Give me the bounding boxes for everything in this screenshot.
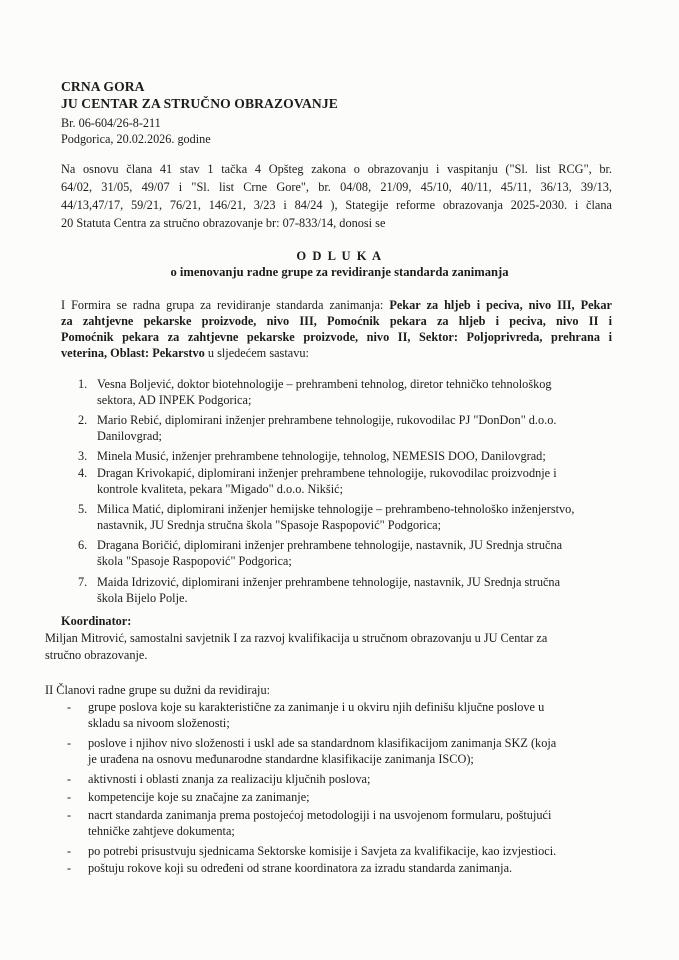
duty-line: tehničke zahtjeve dokumenta; xyxy=(88,824,235,838)
preamble-line: Na osnovu člana 41 stav 1 tačka 4 Opšteg zakona o obrazovanju i vaspitanju ("Sl. list RCG", br. xyxy=(61,162,612,176)
duty-line: aktivnosti i oblasti znanja za realizaciju ključnih poslova; xyxy=(88,772,371,786)
coordinator-line: stručno obrazovanje. xyxy=(45,648,148,662)
member-line: kontrole kvaliteta, pekara "Migado" d.o.o. Nikšić; xyxy=(97,482,344,496)
list-number: 5. xyxy=(78,502,88,516)
duty-line: poslove i njihov nivo složenosti i uskl ade sa standardnom klasifikacijom zanimanja SKZ (koja xyxy=(88,736,557,750)
bullet-mark: - xyxy=(67,736,72,750)
list-number: 4. xyxy=(78,466,88,480)
list-number: 2. xyxy=(78,413,88,427)
bullet-mark: - xyxy=(67,790,72,804)
member-line: škola Bijelo Polje. xyxy=(97,591,188,605)
preamble-line: 44/13,47/17, 59/21, 76/21, 146/21, 3/23 i 84/24 ), Stategije reforme obrazovanja 2025-2030. i člana xyxy=(61,198,612,212)
institution-heading: JU CENTAR ZA STRUČNO OBRAZOVANJE xyxy=(61,96,338,111)
decision-title: O D L U K A xyxy=(296,249,383,263)
place-date: Podgorica, 20.02.2026. godine xyxy=(61,132,211,146)
bullet-mark: - xyxy=(67,861,72,875)
list-number: 7. xyxy=(78,575,88,589)
list-number: 3. xyxy=(78,449,88,463)
preamble-line: 20 Statuta Centra za stručno obrazovanje br: 07-833/14, donosi se xyxy=(61,216,386,230)
section-one-line: Pomoćnik pekara za zahtjevne pekarske proizvode, nivo II, Sektor: Poljoprivreda, prehrana i xyxy=(61,330,612,344)
list-number: 1. xyxy=(78,377,88,391)
member-line: Danilovgrad; xyxy=(97,429,162,443)
preamble-line: 64/02, 31/05, 49/07 i "Sl. list Crne Gore", br. 04/08, 21/09, 45/10, 40/11, 45/11, 36/13, 39/13, xyxy=(61,180,612,194)
member-line: Dragan Krivokapić, diplomirani inženjer prehrambene tehnologije, rukovodilac proizvodnje i xyxy=(97,466,557,480)
member-line: Minela Musić, inženjer prehrambene tehnologije, tehnolog, NEMESIS DOO, Danilovgrad; xyxy=(97,449,546,463)
duty-line: po potrebi prisustvuju sjednicama Sektorske komisije i Savjeta za kvalifikacije, kao izvjestioci. xyxy=(88,844,557,858)
bullet-mark: - xyxy=(67,844,72,858)
bullet-mark: - xyxy=(67,808,72,822)
duty-line: je urađena na osnovu međunarodne standardne klasifikacije zanimanja ISCO); xyxy=(88,752,474,766)
duty-line: skladu sa nivoom složenosti; xyxy=(88,716,230,730)
member-line: Dragana Boričić, diplomirani inženjer prehrambene tehnologije, nastavnik, JU Srednja stručna xyxy=(97,538,563,552)
member-line: Mario Rebić, diplomirani inženjer prehrambene tehnologije, rukovodilac PJ "DonDon" d.o.o. xyxy=(97,413,557,427)
country-heading: CRNA GORA xyxy=(61,79,145,94)
coordinator-label: Koordinator: xyxy=(61,614,132,628)
member-line: Milica Matić, diplomirani inženjer hemijske tehnologije – prehrambeno-tehnološko inženjerstvo, xyxy=(97,502,575,516)
duty-line: kompetencije koje su značajne za zanimanje; xyxy=(88,790,310,804)
duty-line: nacrt standarda zanimanja prema postojećoj metodologiji i na usvojenom formularu, poštujući xyxy=(88,808,552,822)
bullet-mark: - xyxy=(67,700,72,714)
list-number: 6. xyxy=(78,538,88,552)
duty-line: poštuju rokove koji su određeni od strane koordinatora za izradu standarda zanimanja. xyxy=(88,861,513,875)
member-line: nastavnik, JU Srednja stručna škola "Spasoje Raspopović" Podgorica; xyxy=(97,518,442,532)
section-one-line: za zahtjevne pekarske proizvode, nivo III, Pomoćnik pekara za hljeb i peciva, nivo II i xyxy=(61,314,612,328)
reference-number: Br. 06-604/26-8-211 xyxy=(61,116,161,130)
member-line: sektora, AD INPEK Podgorica; xyxy=(97,393,252,407)
member-line: Vesna Boljević, doktor biotehnologije – prehrambeni tehnolog, diretor tehničko tehnološkog xyxy=(97,377,552,391)
decision-subtitle: o imenovanju radne grupe za revidiranje standarda zanimanja xyxy=(170,265,509,279)
section-one-line: veterina, Oblast: Pekarstvo u sljedećem sastavu: xyxy=(61,346,309,360)
section-one-line: I Formira se radna grupa za revidiranje standarda zanimanja: Pekar za hljeb i peciva, nivo III, Pekar xyxy=(61,298,612,312)
coordinator-line: Miljan Mitrović, samostalni savjetnik I za razvoj kvalifikacija u stručnom obrazovanju u JU Centar za xyxy=(45,631,548,645)
section-two-intro: II Članovi radne grupe su dužni da revidiraju: xyxy=(45,683,271,697)
member-line: škola "Spasoje Raspopović" Podgorica; xyxy=(97,554,292,568)
bullet-mark: - xyxy=(67,772,72,786)
duty-line: grupe poslova koje su karakteristične za zanimanje i u okviru njih definišu ključne poslove u xyxy=(88,700,545,714)
member-line: Maida Idrizović, diplomirani inženjer prehrambene tehnologije, nastavnik, JU Srednja stručna xyxy=(97,575,561,589)
